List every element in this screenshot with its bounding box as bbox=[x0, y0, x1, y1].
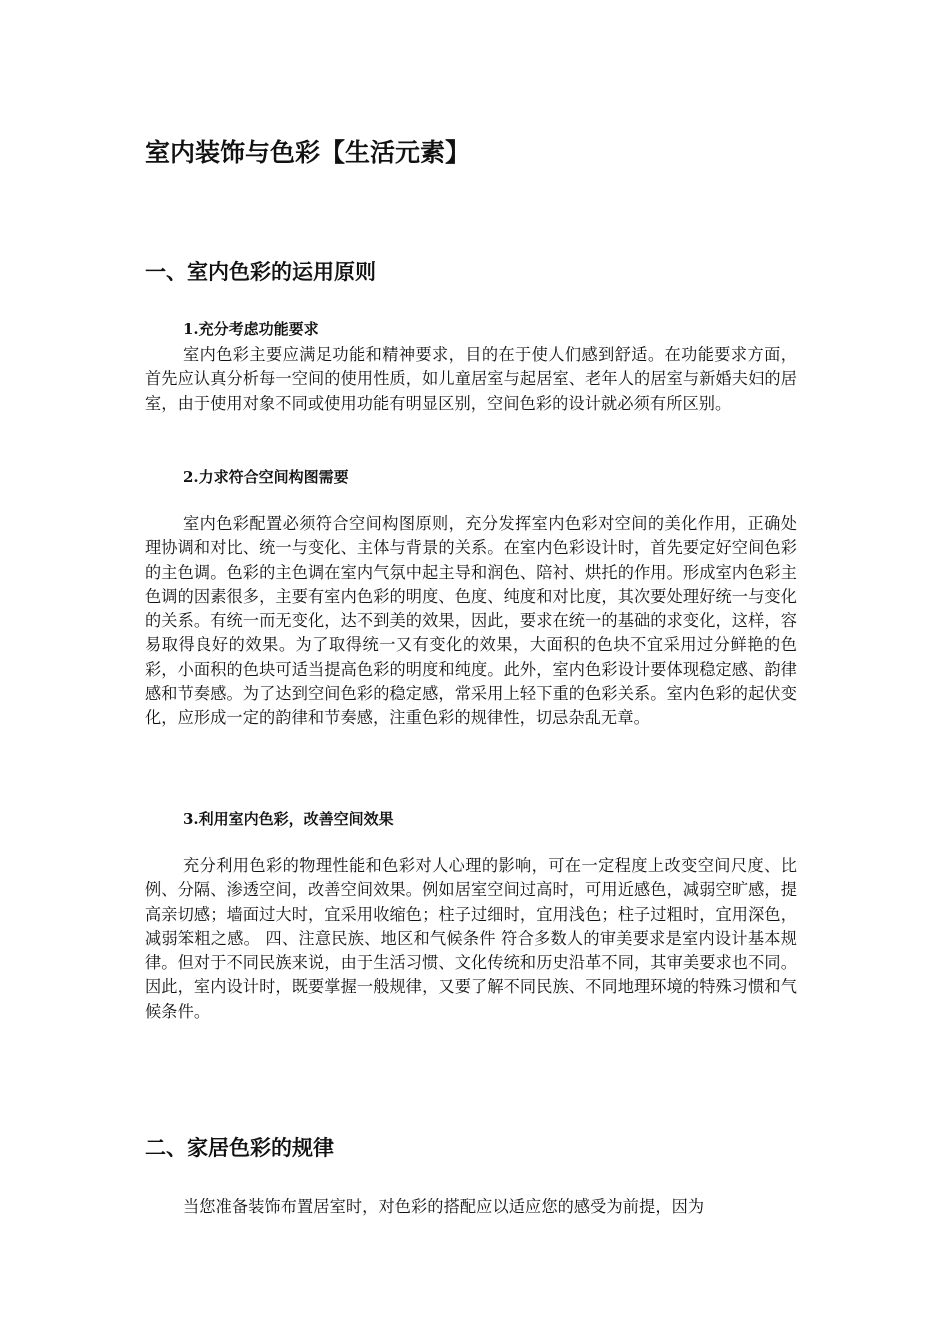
subheading-improve-space-effect: 3.利用室内色彩，改善空间效果 bbox=[183, 810, 394, 828]
section-heading-home-color-rules: 二、家居色彩的规律 bbox=[145, 1136, 334, 1160]
section-heading-color-principles: 一、室内色彩的运用原则 bbox=[145, 260, 376, 284]
paragraph-functional-requirements: 室内色彩主要应满足功能和精神要求，目的在于使人们感到舒适。在功能要求方面，首先应认真分析每一空间的使用性质，如儿童居室与起居室、老年人的居室与新婚夫妇的居室，由于使用对象不同或使用功能有明显区别，空间色彩的设计就必须有所区别。 bbox=[145, 345, 797, 413]
paragraph-improve-space-effect: 充分利用色彩的物理性能和色彩对人心理的影响，可在一定程度上改变空间尺度、比例、分隔、渗透空间，改善空间效果。例如居室空间过高时，可用近感色，减弱空旷感，提高亲切感；墙面过大时，宜采用收缩色；柱子过细时，宜用浅色；柱子过粗时，宜用深色，减弱笨粗之感。 四、注意民族、地区和气候条件 符合多数人的审美要求是室内设计基本规律。但对于不同民族来说，由于生活习惯、文化传统和历史沿革不同，其审美要求也不同。因此，室内设计时，既要掌握一般规律，又要了解不同民族、不同地理环境的特殊习惯和气候条件。 bbox=[145, 856, 797, 1021]
paragraph-home-color-rules: 当您准备装饰布置居室时，对色彩的搭配应以适应您的感受为前提，因为 bbox=[183, 1197, 705, 1216]
document-title: 室内装饰与色彩【生活元素】 bbox=[145, 138, 471, 167]
paragraph-spatial-composition: 室内色彩配置必须符合空间构图原则，充分发挥室内色彩对空间的美化作用，正确处理协调和对比、统一与变化、主体与背景的关系。在室内色彩设计时，首先要定好空间色彩的主色调。色彩的主色调在室内气氛中起主导和润色、陪衬、烘托的作用。形成室内色彩主色调的因素很多，主要有室内色彩的明度、色度、纯度和对比度，其次要处理好统一与变化的关系。有统一而无变化，达不到美的效果，因此，要求在统一的基础的求变化，这样，容易取得良好的效果。为了取得统一又有变化的效果，大面积的色块不宜采用过分鲜艳的色彩，小面积的色块可适当提高色彩的明度和纯度。此外，室内色彩设计要体现稳定感、韵律感和节奏感。为了达到空间色彩的稳定感，常采用上轻下重的色彩关系。室内色彩的起伏变化，应形成一定的韵律和节奏感，注重色彩的规律性，切忌杂乱无章。 bbox=[145, 514, 797, 728]
subheading-functional-requirements: 1.充分考虑功能要求 bbox=[183, 320, 319, 338]
subheading-spatial-composition: 2.力求符合空间构图需要 bbox=[183, 468, 349, 486]
